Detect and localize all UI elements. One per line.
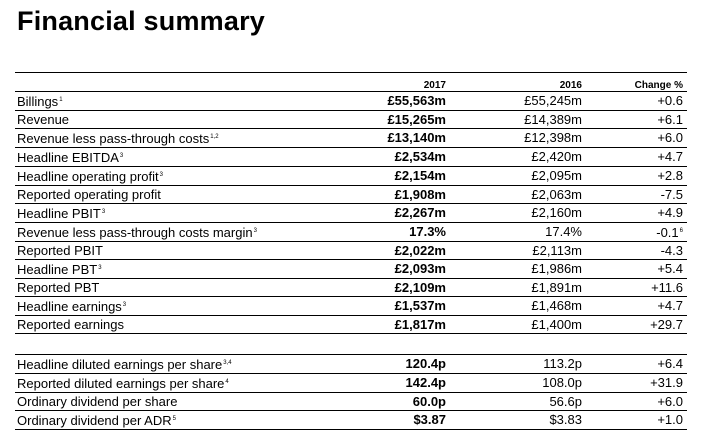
spacer-cell [586,334,687,355]
table-row [15,242,687,260]
value-change-text: +6.4 [657,356,683,371]
header-2016: 2016 [450,73,586,92]
table-row [15,92,687,111]
spacer-cell [313,334,450,355]
value-2016: £1,891m [450,279,586,297]
value-2016: 113.2p [450,355,586,374]
value-2017: £15,265m [313,111,450,129]
value-2017: 60.0p [313,393,450,411]
value-2016: £14,389m [450,111,586,129]
row-label-text: Revenue [17,111,70,127]
value-2017: 120.4p [313,355,450,374]
row-label [15,223,313,242]
table-row [15,374,687,393]
value-change [586,148,687,167]
row-label-text: Revenue less pass-through costs [17,131,210,146]
row-label-text: Reported PBIT [17,242,103,258]
row-label [15,111,313,129]
value-2017: 142.4p [313,374,450,393]
row-label [15,355,313,374]
value-change [586,355,687,374]
row-label [15,297,313,316]
footnote-marker: 3 [98,265,102,271]
value-change [586,279,687,297]
value-2017: £13,140m [313,129,450,148]
header-2017: 2017 [313,73,450,92]
row-label [15,92,313,111]
header-change: Change % [586,73,687,92]
table-row [15,167,687,186]
value-change-text: +6.0 [657,393,683,409]
footnote-marker: 3,4 [223,360,232,366]
row-label-text: Headline PBT [17,262,98,277]
footnote-marker: 3 [101,209,106,215]
row-label [15,260,313,279]
value-change [586,411,687,430]
table-row [15,279,687,297]
value-2016: 56.6p [450,393,586,411]
value-change-text: +31.9 [650,375,683,390]
table-header-row [15,73,687,92]
value-change-text: -7.5 [660,186,683,202]
row-label-text: Headline earnings [17,299,122,314]
value-change-text: +4.7 [657,149,683,164]
value-2017: £2,022m [313,242,450,260]
row-label [15,411,313,430]
value-change [586,242,687,260]
value-change-text: +4.9 [657,205,683,220]
value-2017: £2,267m [313,204,450,223]
footnote-marker: 1,2 [210,134,219,140]
value-change-text: +6.0 [657,130,683,145]
table-row [15,204,687,223]
footnote-marker: 1 [59,97,63,103]
row-label [15,374,313,393]
value-change-text: +6.1 [657,111,683,127]
value-change-text: +2.8 [657,168,683,183]
value-change [586,92,687,111]
value-2017: $3.87 [313,411,450,430]
footnote-marker: 3 [119,153,124,159]
value-2017: £55,563m [313,92,450,111]
value-change [586,316,687,334]
value-change-text: +1.0 [657,412,683,427]
footnote-marker: 3 [253,228,257,234]
value-change-text: +11.6 [651,279,683,295]
value-2016: £2,420m [450,148,586,167]
value-2016: 108.0p [450,374,586,393]
value-2017: £2,534m [313,148,450,167]
section-spacer [15,334,687,355]
row-label [15,204,313,223]
row-label [15,393,313,411]
value-2017: £1,908m [313,186,450,204]
footnote-marker: 4 [225,379,229,385]
value-change [586,204,687,223]
value-2017: £1,537m [313,297,450,316]
row-label [15,186,313,204]
footnote-marker: 5 [172,416,176,422]
value-change-text: -4.3 [660,242,683,258]
row-label-text: Headline operating profit [17,169,159,184]
table-row [15,148,687,167]
value-change [586,260,687,279]
value-2017: £2,109m [313,279,450,297]
value-change-text: +29.7 [650,316,683,332]
row-label [15,167,313,186]
value-change [586,186,687,204]
value-change [586,297,687,316]
row-label [15,279,313,297]
value-change-text: +0.6 [657,93,683,108]
table-row [15,393,687,411]
value-2016: £1,400m [450,316,586,334]
value-change-text: -0.1 [656,225,679,240]
row-label-text: Headline PBIT [17,206,101,221]
value-2017: £2,093m [313,260,450,279]
table-row [15,316,687,334]
table-row [15,186,687,204]
page-title: Financial summary [17,6,265,36]
table-row [15,129,687,148]
footnote-marker: 3 [122,302,127,308]
row-label-text: Ordinary dividend per ADR [17,413,172,428]
row-label [15,148,313,167]
value-change [586,393,687,411]
value-change [586,111,687,129]
row-label-text: Billings [17,94,59,109]
value-2016: £55,245m [450,92,586,111]
value-2016: £2,113m [450,242,586,260]
value-2016: $3.83 [450,411,586,430]
table-row [15,223,687,242]
value-2016: 17.4% [450,223,586,242]
table-row [15,355,687,374]
row-label-text: Ordinary dividend per share [17,393,178,409]
table-row [15,297,687,316]
value-change-text: +4.7 [657,298,683,313]
row-label-text: Reported diluted earnings per share [17,376,225,391]
value-2016: £1,468m [450,297,586,316]
row-label [15,242,313,260]
value-change [586,129,687,148]
value-2016: £2,160m [450,204,586,223]
footnote-marker: 6 [679,228,683,234]
table-row [15,411,687,430]
value-change [586,374,687,393]
row-label [15,316,313,334]
value-change [586,167,687,186]
value-2016: £2,063m [450,186,586,204]
row-label-text: Revenue less pass-through costs margin [17,225,253,240]
spacer-cell [15,334,313,355]
value-2016: £1,986m [450,260,586,279]
header-label [15,73,313,92]
row-label [15,129,313,148]
table-row [15,260,687,279]
value-2016: £12,398m [450,129,586,148]
table-row [15,111,687,129]
spacer-cell [450,334,586,355]
value-change [586,223,687,242]
footnote-marker: 3 [159,172,163,178]
row-label-text: Reported PBT [17,279,100,295]
row-label-text: Reported operating profit [17,186,161,202]
row-label-text: Reported earnings [17,316,124,332]
financial-summary-table [15,72,687,430]
row-label-text: Headline diluted earnings per share [17,357,223,372]
value-2017: £1,817m [313,316,450,334]
value-2017: £2,154m [313,167,450,186]
value-2016: £2,095m [450,167,586,186]
value-2017: 17.3% [313,223,450,242]
value-change-text: +5.4 [657,261,683,276]
row-label-text: Headline EBITDA [17,150,119,165]
